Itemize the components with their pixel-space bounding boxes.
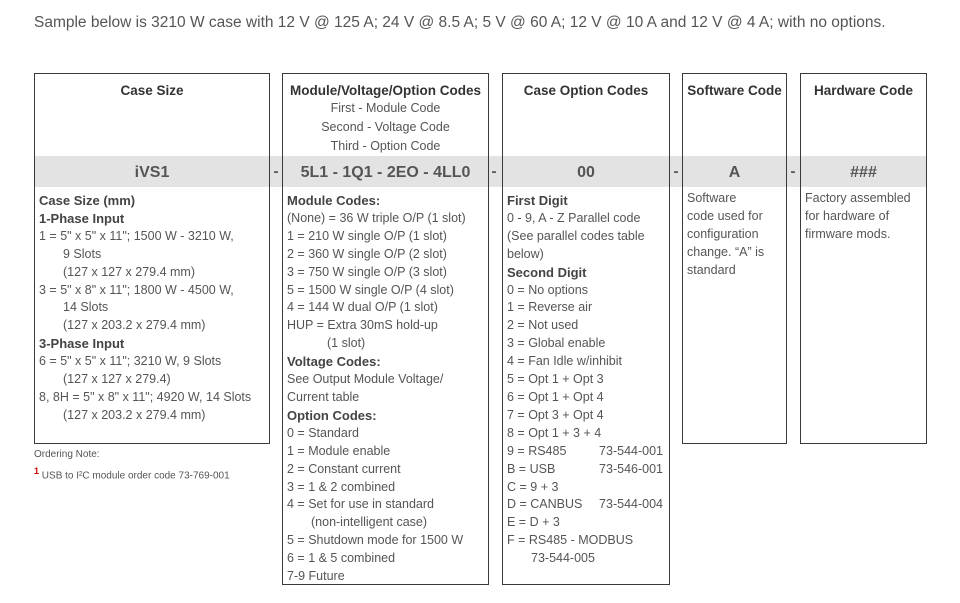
detail-text: E = D + 3 [507,515,560,530]
case-options-details [507,192,667,568]
detail-text: 2 = Constant current [287,461,401,476]
module-codes-column [282,73,489,585]
detail-line [507,550,667,568]
detail-line [39,192,267,210]
detail-line [287,425,486,443]
separator-dash: - [673,163,679,180]
case-size-code: iVS1 [134,164,170,181]
case-options-code: 00 [577,164,595,181]
detail-text: Case Size (mm) [39,193,136,208]
detail-text: 1 = Reverse air [507,300,593,315]
ordering-note-line [34,466,230,481]
detail-line [507,371,667,389]
module-codes-sub-third: Third - Option Code [330,139,441,153]
detail-text: See Output Module Voltage/ [287,372,444,387]
detail-line [39,228,267,246]
detail-line [287,371,486,389]
detail-text: 8 = Opt 1 + 3 + 4 [507,425,602,440]
detail-text: 2 = 360 W single O/P (2 slot) [287,246,447,261]
detail-line [287,246,486,264]
detail-text: First Digit [507,193,568,208]
software-code-value: A [728,164,741,181]
detail-text: 14 Slots [63,300,109,315]
detail-line [687,244,784,262]
separator-dash: - [790,163,796,180]
detail-text: 6 = Opt 1 + Opt 4 [507,389,604,404]
detail-text: 5 = Opt 1 + Opt 3 [507,372,604,387]
detail-text: configuration [687,226,759,241]
detail-text: Module Codes: [287,193,381,208]
detail-line [687,190,784,208]
detail-text: 1 = 5" x 5" x 11"; 1500 W - 3210 W, [39,228,234,243]
detail-line [287,479,486,497]
detail-text: 6 = 5" x 5" x 11"; 3210 W, 9 Slots [39,354,222,369]
detail-line [507,246,667,264]
detail-line [287,389,486,407]
software-code-title: Software Code [687,83,782,98]
detail-line [287,496,486,514]
detail-line [507,210,667,228]
detail-text: 7 = Opt 3 + Opt 4 [507,407,604,422]
part-number: 73-546-001 [599,461,663,476]
case-size-title: Case Size [120,83,184,98]
detail-line [507,299,667,317]
detail-text: change. “A” is [687,244,765,259]
detail-text: Current table [287,389,360,404]
hardware-code-details [805,190,924,244]
detail-text: 5 = Shutdown mode for 1500 W [287,533,464,548]
detail-line [287,192,486,210]
detail-line [687,262,784,280]
detail-line [507,425,667,443]
detail-text: (1 slot) [327,336,366,351]
detail-text: 9 = RS485 [507,443,567,458]
hardware-code-column [800,73,927,444]
detail-text: 0 = Standard [287,425,359,440]
detail-line [287,568,486,586]
detail-text: 3 = 5" x 8" x 11"; 1800 W - 4500 W, [39,282,234,297]
detail-text: for hardware of [805,208,890,223]
detail-line [507,264,667,282]
software-code-column [682,73,787,444]
module-codes-sub-first: First - Module Code [330,101,441,115]
detail-line [507,407,667,425]
detail-line [287,461,486,479]
detail-line [287,353,486,371]
detail-text: 1-Phase Input [39,210,125,226]
detail-line [39,210,267,228]
case-size-details [39,192,267,425]
detail-text: Voltage Codes: [287,354,381,370]
detail-line [507,192,667,210]
detail-line [287,299,486,317]
detail-text: 2 = Not used [507,318,579,333]
detail-text: 8, 8H = 5" x 8" x 11"; 4920 W, 14 Slots [39,389,252,404]
detail-text: 5 = 1500 W single O/P (4 slot) [287,282,454,297]
detail-text: 3 = Global enable [507,336,606,351]
hardware-code-value: ### [850,164,877,181]
detail-text: 3 = 1 & 2 combined [287,479,396,494]
detail-line [287,335,486,353]
detail-line [687,208,784,226]
separator-dash: - [273,163,279,180]
detail-line [507,461,667,479]
detail-text: 4 = 144 W dual O/P (1 slot) [287,300,438,315]
module-codes-details [287,192,486,586]
detail-line [805,208,924,226]
module-codes-title: Module/Voltage/Option Codes [290,83,481,98]
detail-line [39,246,267,264]
detail-text: 3 = 750 W single O/P (3 slot) [287,264,447,279]
detail-line [287,443,486,461]
module-codes-code: 5L1 - 1Q1 - 2EO - 4LL0 [300,164,471,181]
detail-text: 9 Slots [63,246,102,261]
detail-line [287,407,486,425]
detail-line [287,264,486,282]
detail-line [507,389,667,407]
detail-text: C = 9 + 3 [507,479,559,494]
footnote-marker: 1 [34,466,40,476]
detail-line [39,299,267,317]
detail-line [39,389,267,407]
detail-line [507,496,667,514]
detail-line [287,550,486,568]
detail-text: Option Codes: [287,407,377,423]
detail-line [507,514,667,532]
detail-text: HUP = Extra 30mS hold-up [287,318,438,333]
detail-text: firmware mods. [805,226,891,241]
case-options-column [502,73,670,585]
detail-text: (127 x 127 x 279.4 mm) [63,264,196,279]
detail-line [287,210,486,228]
detail-line [287,532,486,550]
detail-text: (127 x 127 x 279.4) [63,372,171,387]
ordering-note-heading: Ordering Note: [34,449,100,460]
detail-text: standard [687,262,736,277]
detail-text: 0 = No options [507,282,588,297]
detail-text: Second Digit [507,264,587,280]
detail-text: code used for [687,208,763,223]
detail-text: 4 = Set for use in standard [287,497,434,512]
part-number: 73-544-001 [599,443,663,458]
detail-text: Software [687,191,737,205]
detail-text: 4 = Fan Idle w/inhibit [507,354,622,369]
detail-line [805,226,924,244]
module-codes-sub-second: Second - Voltage Code [321,120,450,134]
detail-text: below) [507,246,544,261]
detail-text: 7-9 Future [287,569,345,584]
case-options-title: Case Option Codes [523,83,649,98]
detail-text: 1 = 210 W single O/P (1 slot) [287,228,447,243]
detail-line [287,282,486,300]
case-size-column [34,73,270,444]
detail-line [507,282,667,300]
hardware-code-title: Hardware Code [813,83,914,98]
detail-line [507,479,667,497]
detail-line [507,317,667,335]
part-number: 73-544-004 [599,497,663,512]
detail-line [287,228,486,246]
detail-line [507,532,667,550]
detail-line [39,407,267,425]
detail-text: 3-Phase Input [39,336,125,352]
detail-text: 6 = 1 & 5 combined [287,551,396,566]
detail-line [507,228,667,246]
detail-line [507,335,667,353]
detail-text: B = USB [507,461,556,476]
detail-text: D = CANBUS [507,497,583,512]
detail-line [805,190,924,208]
footnote-text: USB to I²C module order code 73-769-001 [41,470,230,482]
detail-line [39,371,267,389]
detail-line [39,335,267,353]
detail-line [39,317,267,335]
detail-text: Factory assembled [805,191,911,205]
detail-line [687,226,784,244]
detail-line [287,317,486,335]
detail-text: (127 x 203.2 x 279.4 mm) [63,318,206,333]
detail-text: (None) = 36 W triple O/P (1 slot) [287,210,466,225]
detail-text: (See parallel codes table [507,228,645,243]
detail-line [507,353,667,371]
detail-text: 0 - 9, A - Z Parallel code [507,210,641,225]
detail-text: 1 = Module enable [287,443,391,458]
detail-text: 73-544-005 [531,551,595,566]
detail-text: (127 x 203.2 x 279.4 mm) [63,407,206,422]
separator-dash: - [491,163,497,180]
detail-line [287,514,486,532]
detail-line [39,353,267,371]
detail-line [507,443,667,461]
software-code-details [687,190,784,280]
detail-text: (non-intelligent case) [311,515,428,530]
detail-line [39,264,267,282]
detail-text: F = RS485 - MODBUS [507,533,634,548]
detail-line [39,282,267,300]
intro-text: Sample below is 3210 W case with 12 V @ 125 A; 24 V @ 8.5 A; 5 V @ 60 A; 12 V @ 10 A and 12 V @ 4 A; with no options. [34,14,886,31]
